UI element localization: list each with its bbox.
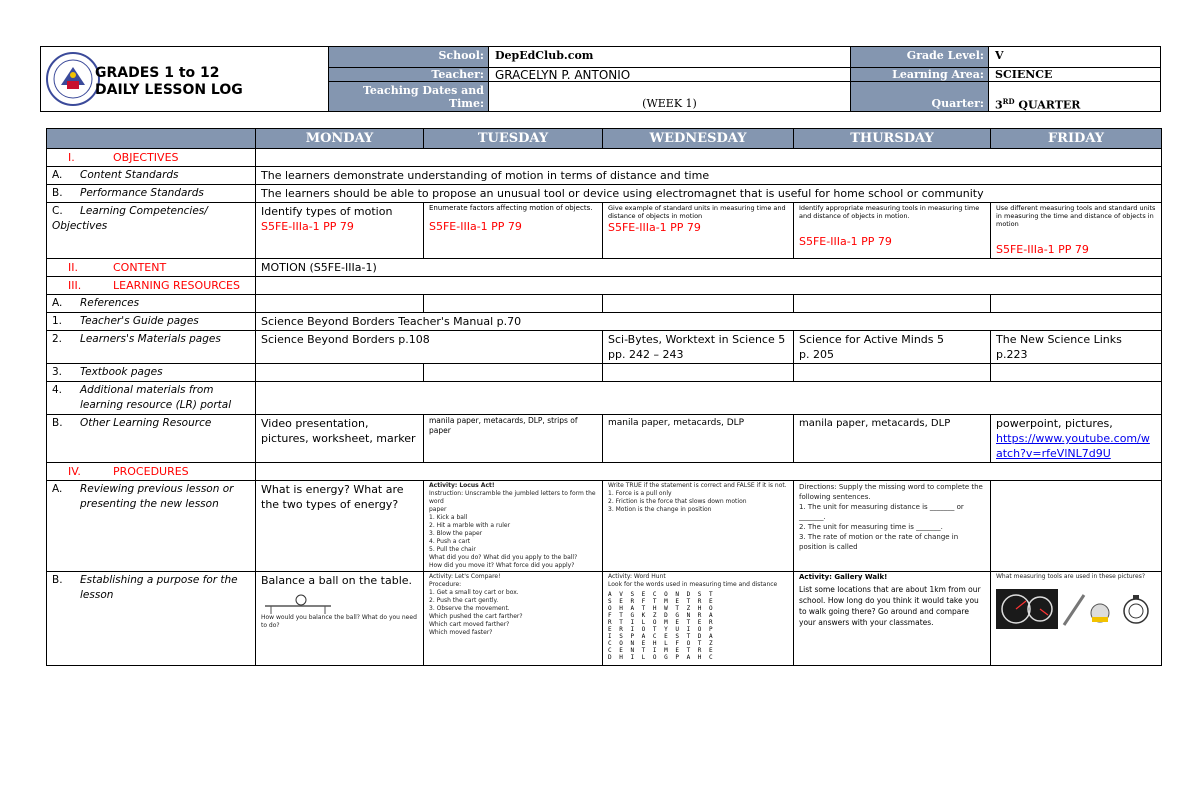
additional-materials-row bbox=[47, 382, 1162, 415]
lm-thursday-line-2: p. 205 bbox=[799, 348, 834, 361]
reviewing-monday: What is energy? What are the two types of energy? bbox=[256, 481, 424, 572]
reviewing-thursday bbox=[794, 481, 991, 572]
section-resources-label: III. LEARNING RESOURCES bbox=[47, 277, 256, 295]
school-value: DepEdClub.com bbox=[488, 47, 850, 67]
competency-thursday-code: S5FE-IIIa-1 PP 79 bbox=[799, 235, 892, 248]
lm-wednesday-line-2: pp. 242 – 243 bbox=[608, 348, 684, 361]
other-resources-thursday: manila paper, metacards, DLP bbox=[794, 415, 991, 463]
section-resources-blank bbox=[256, 277, 1162, 295]
competency-tuesday-text: Enumerate factors affecting motion of objects. bbox=[429, 204, 593, 212]
purpose-thursday-text: List some locations that are about 1km from our school. How long do you think it would take you to walk going there? Go around and compare your answers with your classmates. bbox=[799, 585, 981, 627]
tg-pages-row bbox=[47, 313, 1162, 331]
purpose-row bbox=[47, 572, 1162, 666]
competencies-row bbox=[47, 203, 1162, 259]
teacher-value: GRACELYN P. ANTONIO bbox=[488, 67, 850, 81]
purpose-monday bbox=[256, 572, 424, 666]
reviewing-thursday-lines: Directions: Supply the missing word to complete the following sentences. 1. The unit for measuring distance is _______ or _______. 2. The unit for measuring time is _______. 3. The rate of motion or the rate of change in position is called bbox=[799, 483, 983, 551]
teaching-dates-value: (WEEK 1) bbox=[488, 81, 850, 111]
deped-seal-icon bbox=[45, 51, 101, 107]
day-monday: MONDAY bbox=[256, 129, 424, 149]
purpose-wednesday bbox=[603, 572, 794, 666]
days-header-row bbox=[47, 129, 1162, 149]
section-objectives-label: I. OBJECTIVES bbox=[47, 149, 256, 167]
purpose-label: B. Establishing a purpose for the lesson bbox=[47, 572, 256, 666]
purpose-wednesday-subtitle: Look for the words used in measuring time and distance bbox=[608, 581, 778, 588]
additional-materials-label: 4. Additional materials from learning resource (LR) portal bbox=[47, 382, 256, 415]
days-header-blank bbox=[47, 129, 256, 149]
measuring-tools-image bbox=[996, 587, 1156, 633]
competency-wednesday-text: Give example of standard units in measuring time and distance of objects in motion bbox=[608, 204, 786, 220]
day-friday: FRIDAY bbox=[991, 129, 1162, 149]
reviewing-tuesday bbox=[424, 481, 603, 572]
quarter-number: 3 bbox=[995, 98, 1003, 112]
school-label: School: bbox=[328, 47, 488, 67]
section-procedures-blank bbox=[256, 463, 1162, 481]
teaching-dates-label bbox=[328, 81, 488, 111]
reviewing-tuesday-title: Activity: Locus Act! bbox=[429, 482, 495, 489]
lesson-log-header bbox=[40, 46, 1161, 112]
lm-friday-line-2: p.223 bbox=[996, 348, 1028, 361]
additional-materials-value bbox=[256, 382, 1162, 415]
textbook-monday bbox=[256, 364, 424, 382]
teaching-dates-label-line-1: Teaching Dates and bbox=[362, 84, 484, 97]
title-line-1: GRADES 1 to 12 bbox=[95, 65, 220, 81]
tg-pages-value: Science Beyond Borders Teacher's Manual p.70 bbox=[256, 313, 1162, 331]
textbook-friday bbox=[991, 364, 1162, 382]
textbook-wednesday bbox=[603, 364, 794, 382]
lm-thursday-line-1: Science for Active Minds 5 bbox=[799, 333, 945, 346]
lm-friday-line-1: The New Science Links bbox=[996, 333, 1122, 346]
purpose-thursday-title: Activity: Gallery Walk! bbox=[799, 573, 888, 581]
textbook-label: 3. Textbook pages bbox=[47, 364, 256, 382]
competency-wednesday-code: S5FE-IIIa-1 PP 79 bbox=[608, 221, 701, 234]
purpose-monday-text: Balance a ball on the table. bbox=[261, 574, 413, 587]
section-objectives-blank bbox=[256, 149, 1162, 167]
purpose-wednesday-title: Activity: Word Hunt bbox=[608, 573, 666, 580]
document-title bbox=[95, 65, 243, 99]
daily-lesson-log-table bbox=[46, 128, 1162, 666]
references-label: A. References bbox=[47, 295, 256, 313]
other-friday-text: powerpoint, pictures, bbox=[996, 417, 1113, 430]
lm-pages-row bbox=[47, 331, 1162, 364]
content-standards-row bbox=[47, 167, 1162, 185]
content-standards-label: A. Content Standards bbox=[47, 167, 256, 185]
other-resources-monday: Video presentation, pictures, worksheet, marker bbox=[256, 415, 424, 463]
other-resources-tuesday: manila paper, metacards, DLP, strips of paper bbox=[424, 415, 603, 463]
textbook-tuesday bbox=[424, 364, 603, 382]
purpose-friday bbox=[991, 572, 1162, 666]
references-row bbox=[47, 295, 1162, 313]
quarter-label: Quarter: bbox=[850, 81, 988, 111]
teaching-dates-label-line-2: Time: bbox=[448, 97, 484, 110]
quarter-text: QUARTER bbox=[1014, 98, 1081, 112]
section-procedures-row bbox=[47, 463, 1162, 481]
reviewing-wednesday-lines: Write TRUE if the statement is correct and FALSE if it is not. 1. Force is a pull only 2. Friction is the force that slows down motion 3. Motion is the change in position bbox=[608, 482, 787, 513]
section-content-label: II. CONTENT bbox=[47, 259, 256, 277]
day-wednesday: WEDNESDAY bbox=[603, 129, 794, 149]
competency-monday-code: S5FE-IIIa-1 PP 79 bbox=[261, 220, 354, 233]
lm-pages-wednesday bbox=[603, 331, 794, 364]
purpose-tuesday bbox=[424, 572, 603, 666]
purpose-tuesday-lines: Activity: Let's Compare! Procedure: 1. Get a small toy cart or box. 2. Push the cart gently. 3. Observe the movement. Which pushed the cart farther? Which cart moved farther? Which moved faster? bbox=[429, 573, 523, 636]
other-resources-wednesday: manila paper, metacards, DLP bbox=[603, 415, 794, 463]
purpose-thursday bbox=[794, 572, 991, 666]
textbook-thursday bbox=[794, 364, 991, 382]
references-friday bbox=[991, 295, 1162, 313]
reviewing-row bbox=[47, 481, 1162, 572]
other-resources-row bbox=[47, 415, 1162, 463]
competency-monday-text: Identify types of motion bbox=[261, 205, 393, 218]
references-thursday bbox=[794, 295, 991, 313]
competencies-label: C. Learning Competencies/ Objectives bbox=[47, 203, 256, 259]
purpose-monday-caption: How would you balance the ball? What do you need to do? bbox=[261, 614, 417, 629]
performance-standards-row bbox=[47, 185, 1162, 203]
competency-wednesday bbox=[603, 203, 794, 259]
competency-friday-code: S5FE-IIIa-1 PP 79 bbox=[996, 243, 1089, 256]
day-tuesday: TUESDAY bbox=[424, 129, 603, 149]
teacher-label: Teacher: bbox=[328, 67, 488, 81]
reviewing-friday bbox=[991, 481, 1162, 572]
reviewing-tuesday-lines: Instruction: Unscramble the jumbled letters to form the word paper 1. Kick a ball 2. Hit a marble with a ruler 3. Blow the paper 4. Push a cart 5. Pull the chair What did you do? What did you apply to the ball? How did you move it? What force did you apply? bbox=[429, 490, 596, 569]
section-content-row bbox=[47, 259, 1162, 277]
competency-monday bbox=[256, 203, 424, 259]
other-resources-label: B. Other Learning Resource bbox=[47, 415, 256, 463]
competency-tuesday bbox=[424, 203, 603, 259]
references-wednesday bbox=[603, 295, 794, 313]
learning-area-value: SCIENCE bbox=[988, 67, 1160, 81]
lm-pages-friday bbox=[991, 331, 1162, 364]
reviewing-label: A. Reviewing previous lesson or presenting the new lesson bbox=[47, 481, 256, 572]
competency-friday-text: Use different measuring tools and standard units in measuring the time and distance of objects in motion bbox=[996, 204, 1156, 228]
lm-wednesday-line-1: Sci-Bytes, Worktext in Science 5 bbox=[608, 333, 786, 346]
references-monday bbox=[256, 295, 424, 313]
grade-level-label: Grade Level: bbox=[850, 47, 988, 67]
lm-pages-monday: Science Beyond Borders p.108 bbox=[256, 331, 603, 364]
performance-standards-value: The learners should be able to propose an unusual tool or device using electromagnet that is useful for home school or community bbox=[256, 185, 1162, 203]
grade-level-value: V bbox=[988, 47, 1160, 67]
section-procedures-label: IV. PROCEDURES bbox=[47, 463, 256, 481]
lm-pages-label: 2. Learners's Materials pages bbox=[47, 331, 256, 364]
reviewing-wednesday bbox=[603, 481, 794, 572]
other-resources-friday bbox=[991, 415, 1162, 463]
quarter-value bbox=[988, 81, 1160, 111]
section-resources-row bbox=[47, 277, 1162, 295]
references-tuesday bbox=[424, 295, 603, 313]
section-content-value: MOTION (S5FE-IIIa-1) bbox=[256, 259, 1162, 277]
competency-thursday bbox=[794, 203, 991, 259]
youtube-link[interactable]: https://www.youtube.com/watch?v=rfeVlNL7d9U bbox=[996, 432, 1150, 460]
quarter-suffix: RD bbox=[1002, 97, 1015, 106]
learning-area-label: Learning Area: bbox=[850, 67, 988, 81]
content-standards-value: The learners demonstrate understanding of motion in terms of distance and time bbox=[256, 167, 1162, 185]
competency-thursday-text: Identify appropriate measuring tools in measuring time and distance of objects in motion. bbox=[799, 204, 980, 220]
section-objectives-row bbox=[47, 149, 1162, 167]
competency-tuesday-code: S5FE-IIIa-1 PP 79 bbox=[429, 220, 522, 233]
lm-pages-thursday bbox=[794, 331, 991, 364]
performance-standards-label: B. Performance Standards bbox=[47, 185, 256, 203]
title-line-2: DAILY LESSON LOG bbox=[95, 82, 243, 98]
ball-on-table-image bbox=[261, 588, 341, 614]
tg-pages-label: 1. Teacher's Guide pages bbox=[47, 313, 256, 331]
competency-friday bbox=[991, 203, 1162, 259]
textbook-row bbox=[47, 364, 1162, 382]
word-search-grid: A V S E C O N D S T S E R F T M E T R E O H A T H W T Z H O F T G K Z D G N R A R T I L O M E T E R E R I O T Y U I O P I S P A C E S T D A C O N E H L F O T Z C E N T I M E T R E D H I L O G P A H C bbox=[608, 591, 715, 661]
day-thursday: THURSDAY bbox=[794, 129, 991, 149]
purpose-friday-caption: What measuring tools are used in these pictures? bbox=[996, 573, 1146, 580]
